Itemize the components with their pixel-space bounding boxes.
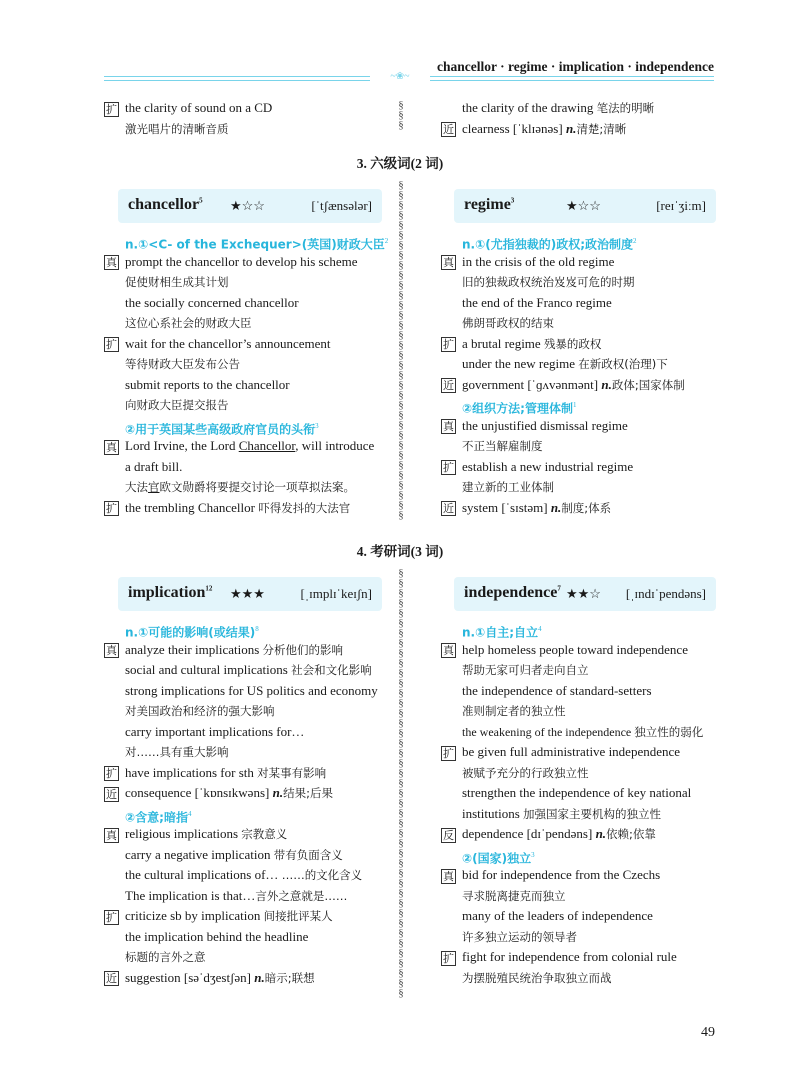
tag-jin-icon: 近 bbox=[443, 502, 454, 516]
section-heading-cet6: 3. 六级词(2 词) bbox=[356, 156, 444, 171]
tag-kuo-icon: 扩 bbox=[443, 951, 454, 965]
entry-chancellor: n.①<C- of the Exchequer>(英国)财政大臣$^2$ 真 prompt the chancellor to develop his scheme 促使财相生成其计划 the socially concerned chancellor 这位心系社会的财政大臣 扩 wait for the chancellor’s announcement 等待财政大臣发布公告 submit reports to the chancellor 向财政大臣提交报告 ②用于英国某些高级政府官员的头衔$^3$ 真 Lord Irvine, the Lord Chancellor, will introduce a draft bill. 大法官欧文勋爵将要提交讨论一项草拟法案。 扩 the trembling Chancellor 吓得发抖的大法官 bbox=[106, 237, 389, 516]
tag-kuo-icon: 扩 bbox=[106, 102, 117, 116]
rating-stars: ★☆☆ bbox=[230, 198, 265, 213]
tag-zhen-icon: 真 bbox=[443, 256, 454, 270]
tag-zhen-icon: 真 bbox=[443, 644, 454, 658]
tag-zhen-icon: 真 bbox=[106, 440, 117, 454]
column-divider: § § § § § § § § § § § § § § § § § § § § § § § § § § § § § § § § § § § § § § § § § § § bbox=[398, 568, 404, 998]
tag-zhen-icon: 真 bbox=[443, 869, 454, 883]
tag-kuo-icon: 扩 bbox=[106, 910, 117, 924]
tag-kuo-icon: 扩 bbox=[443, 338, 454, 352]
tag-kuo-icon: 扩 bbox=[106, 338, 117, 352]
entry-independence: n.①自主;自立$^4$ 真 help homeless people toward independence 帮助无家可归者走向自立 the independence of standard-setters 准则制定者的独立性 the weakening of the independence 独立性的弱化 扩 be given full administrative independence 被赋予充分的行政独立性 strengthen the independence of key national institutions 加强国家主要机构的独立性 反 dependence [dɪˈpendəns] n.依赖;依靠 ②(国家)独立$^3$ 真 bid for independence from the Czechs 寻求脱离捷克而独立 many of the leaders of independence 许多独立运动的领导者 扩 fight for independence from colonial rule 为摆脱殖民统治争取独立而战 bbox=[443, 625, 704, 985]
top-right-column: the clarity of the drawing 笔法的明晰 近 clearness [ˈklɪənəs] n.清楚;清晰 bbox=[443, 100, 655, 137]
top-left-column: 扩 the clarity of sound on a CD 激光唱片的清晰音质 bbox=[106, 100, 273, 136]
header-ornament-icon: ~❀~ bbox=[370, 71, 430, 83]
rating-stars: ★★☆ bbox=[566, 586, 601, 601]
word-box-chancellor: chancellor$^5$ ★☆☆ [ˈtʃænsələr] bbox=[118, 189, 382, 223]
tag-kuo-icon: 扩 bbox=[106, 767, 117, 781]
entry-regime: n.①(尤指独裁的)政权;政治制度$^2$ 真 in the crisis of the old regime 旧的独裁政权统治岌岌可危的时期 the end of the Franco regime 佛朗哥政权的结束 扩 a brutal regime 残暴的政权 under the new regime 在新政权(治理)下 近 government [ˈɡʌvənmənt] n.政体;国家体制 ②组织方法;管理体制$^1$ 真 the unjustified dismissal regime 不正当解雇制度 扩 establish a new industrial regime 建立新的工业体制 近 system [ˈsɪstəm] n.制度;体系 bbox=[443, 237, 685, 516]
tag-jin-icon: 近 bbox=[443, 123, 454, 137]
tag-zhen-icon: 真 bbox=[106, 256, 117, 270]
tag-zhen-icon: 真 bbox=[443, 420, 454, 434]
tag-zhen-icon: 真 bbox=[106, 828, 117, 842]
entry-implication: n.①可能的影响(或结果)$^8$ 真 analyze their implications 分析他们的影响 social and cultural implications 社会和文化影响 strong implications for US politics and economy 对美国政治和经济的强大影响 carry important implications for… 对……具有重大影响 扩 have implications for sth 对某事有影响 近 consequence [ˈkɒnsɪkwəns] n.结果;后果 ②含意;暗指$^4$ 真 religious implications 宗教意义 carry a negative implication 带有负面含义 the cultural implications of… ……的文化含义 The implication is that…言外之意就是…… 扩 criticize sb by implication 间接批评某人 the implication behind the headline 标题的言外之意 近 suggestion [səˈdʒestʃən] n.暗示;联想 bbox=[106, 625, 378, 986]
section-heading-kaoyan: 4. 考研词(3 词) bbox=[356, 544, 444, 559]
word-box-regime: regime$^3$ ★☆☆ [reɪˈʒiːm] bbox=[454, 189, 716, 223]
tag-jin-icon: 近 bbox=[106, 972, 117, 986]
column-divider: § § § bbox=[398, 100, 404, 131]
tag-zhen-icon: 真 bbox=[106, 644, 117, 658]
running-header: chancellor · regime · implication · independence bbox=[437, 59, 714, 74]
tag-kuo-icon: 扩 bbox=[106, 502, 117, 516]
tag-kuo-icon: 扩 bbox=[443, 461, 454, 475]
rating-stars: ★☆☆ bbox=[566, 198, 601, 213]
word-box-implication: implication$^{12}$ ★★★ [ˌɪmplɪˈkeɪʃn] bbox=[118, 577, 382, 611]
tag-jin-icon: 近 bbox=[106, 787, 117, 801]
word-box-independence: independence$^7$ ★★☆ [ˌɪndɪˈpendəns] bbox=[454, 577, 716, 611]
tag-fan-icon: 反 bbox=[443, 828, 454, 842]
tag-jin-icon: 近 bbox=[443, 379, 454, 393]
column-divider: § § § § § § § § § § § § § § § § § § § § § § § § § § § § § § § § § § bbox=[398, 180, 404, 521]
tag-kuo-icon: 扩 bbox=[443, 746, 454, 760]
rating-stars: ★★★ bbox=[230, 586, 265, 601]
page-number: 49 bbox=[701, 1025, 715, 1040]
